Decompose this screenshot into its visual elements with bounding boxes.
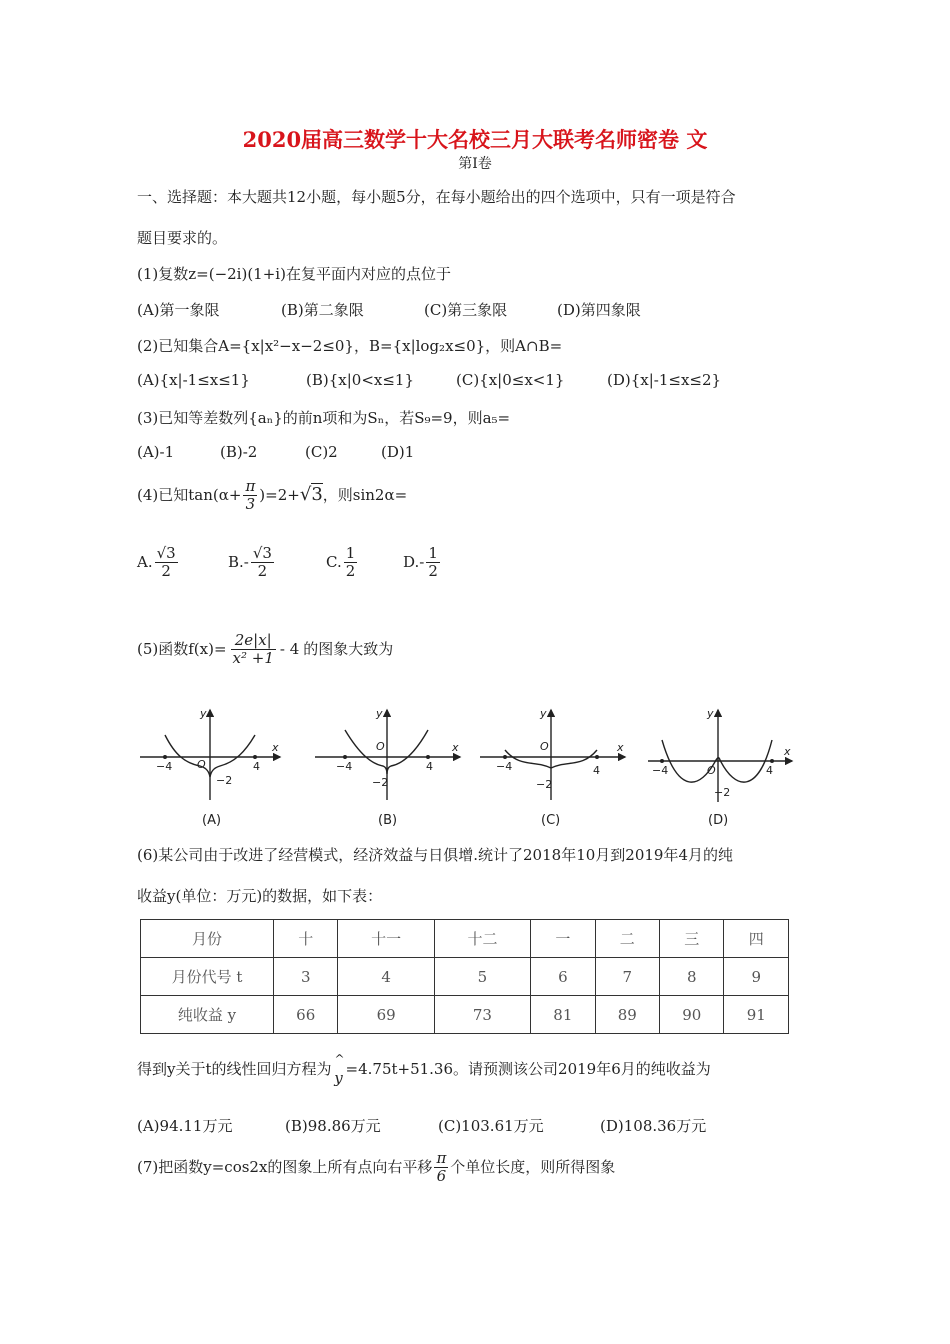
q6-stem-line-2: 收益y(单位：万元)的数据，如下表： (137, 887, 383, 905)
q6-option-a: (A)94.11万元 (137, 1117, 233, 1135)
table-cell: 69 (338, 996, 434, 1034)
q3-option-d: (D)1 (381, 443, 415, 461)
q4-option-a-num: √3 (156, 544, 176, 562)
q4-option-b (228, 545, 276, 581)
q1-option-b: (B)第二象限 (281, 301, 364, 319)
q4-angle-fraction (243, 478, 257, 514)
q5-function-fraction (231, 632, 276, 668)
q2-option-c: (C){x|0≤x<1} (456, 371, 565, 389)
q3-option-a: (A)-1 (137, 443, 175, 461)
q2-option-a: (A){x|-1≤x≤1} (137, 371, 250, 389)
graph-b-tick-neg4: −4 (336, 760, 353, 773)
q7-frac-num: π (436, 1149, 447, 1167)
graph-a-tick-neg4: −4 (156, 760, 173, 773)
graph-b-caption: (B) (378, 813, 398, 828)
q2-stem: (2)已知集合A={x|x²−x−2≤0}，B={x|log₂x≤0}，则A∩B= (137, 337, 563, 355)
graph-a-tick-dot-neg4 (163, 755, 167, 759)
q4-option-d-label: D. (403, 552, 420, 571)
q2-option-d: (D){x|-1≤x≤2} (607, 371, 722, 389)
table-cell: 十 (274, 920, 338, 958)
table-cell: 四 (724, 920, 789, 958)
q6-option-d: (D)108.36万元 (600, 1117, 707, 1135)
q7-stem-pre: (7)把函数y=cos2x的图象上所有点向右平移 (137, 1157, 433, 1176)
graph-d-tick-neg4: −4 (652, 764, 669, 777)
q4-option-a-den: 2 (161, 562, 171, 581)
q4-option-b-fraction (251, 545, 274, 581)
table-cell: 81 (531, 996, 595, 1034)
q4-option-c-label: C. (326, 552, 342, 571)
q4-option-b-num: √3 (252, 544, 272, 562)
graph-a-origin: O (197, 758, 206, 771)
table-cell: 90 (660, 996, 724, 1034)
q4-stem-pre: (4)已知tan(α+ (137, 485, 242, 504)
hat-mark: ^ (334, 1052, 345, 1066)
graph-b-tick-dot-4 (426, 755, 430, 759)
table-cell: 三 (660, 920, 724, 958)
table-cell: 8 (660, 958, 724, 996)
q6-hat-letter: y (334, 1069, 343, 1087)
table-cell: 十一 (338, 920, 434, 958)
q4-option-c-den: 2 (345, 562, 356, 581)
graph-a-tick-dot-4 (253, 755, 257, 759)
table-cell: 6 (531, 958, 595, 996)
table-cell: 十二 (434, 920, 530, 958)
table-cell: 9 (724, 958, 789, 996)
table-cell: 73 (434, 996, 530, 1034)
table-cell: 89 (595, 996, 659, 1034)
graph-b-x-label: x (452, 741, 459, 754)
table-row (141, 920, 789, 958)
q3-option-c: (C)2 (305, 443, 338, 461)
graph-b-origin: O (376, 740, 385, 753)
table-cell: 5 (434, 958, 530, 996)
instructions-line-2: 题目要求的。 (137, 229, 228, 247)
q5-frac-den: x² +1 (232, 649, 274, 668)
q6-after-post: =4.75t+51.36。请预测该公司2019年6月的纯收益为 (345, 1060, 711, 1078)
q7-frac-den: 6 (436, 1167, 447, 1186)
table-cell: 二 (595, 920, 659, 958)
q5-stem-post: 的图象大致为 (303, 639, 394, 658)
graph-a (140, 710, 280, 800)
q4-sqrt: √3 (299, 483, 323, 505)
q4-option-b-sign: - (243, 552, 249, 571)
q4-stem (137, 478, 407, 514)
graph-a-tick-4: 4 (253, 760, 260, 773)
q6-option-b: (B)98.86万元 (285, 1117, 381, 1135)
q4-option-c (326, 545, 359, 581)
graph-a-tick-neg2: −2 (216, 774, 233, 787)
graph-c-tick-4: 4 (593, 764, 600, 777)
q6-stem-line-1: (6)某公司由于改进了经营模式，经济效益与日俱增.统计了2018年10月到2019年4月的纯 (137, 846, 733, 864)
graph-b-tick-dot-neg4 (343, 755, 347, 759)
q7-shift-fraction (434, 1150, 448, 1186)
table-cell: 66 (274, 996, 338, 1034)
graph-d-y-label: y (707, 707, 714, 720)
q6-data-table (140, 919, 789, 1034)
q5-stem (137, 632, 393, 668)
table-cell: 3 (274, 958, 338, 996)
row-head-code: 月份代号 t (141, 958, 274, 996)
q4-option-b-label: B. (228, 552, 244, 571)
table-cell: 91 (724, 996, 789, 1034)
q4-sqrt-arg: 3 (311, 483, 323, 505)
graph-c-tick-dot-4 (595, 755, 599, 759)
q4-stem-post: ，则sin2α= (322, 485, 408, 504)
q4-option-b-den: 2 (257, 562, 268, 581)
q4-option-c-num: 1 (345, 544, 356, 562)
q1-option-d: (D)第四象限 (557, 301, 641, 319)
table-cell: 4 (338, 958, 434, 996)
graph-d-tick-4: 4 (766, 764, 773, 777)
q4-option-d-num: 1 (428, 544, 438, 562)
q4-option-d (403, 545, 442, 581)
q6-after-pre: 得到y关于t的线性回归方程为 (137, 1060, 332, 1078)
q4-frac-num: π (245, 477, 256, 495)
graph-b-tick-4: 4 (426, 760, 433, 773)
graph-c-x-label: x (617, 741, 624, 754)
q1-stem: (1)复数z=(−2i)(1+i)在复平面内对应的点位于 (137, 265, 451, 283)
table-cell: 7 (595, 958, 659, 996)
graph-c-origin: O (540, 740, 549, 753)
q3-option-b: (B)-2 (220, 443, 258, 461)
graph-d-x-label: x (784, 745, 791, 758)
q4-option-a-fraction (155, 545, 178, 581)
q6-option-c: (C)103.61万元 (438, 1117, 544, 1135)
q4-option-a-label: A. (137, 552, 153, 571)
q4-stem-mid: )=2+ (259, 485, 300, 504)
q4-option-d-sign: - (419, 552, 425, 571)
graph-d-caption: (D) (708, 813, 729, 828)
q5-graphs (130, 700, 810, 835)
table-row (141, 996, 789, 1034)
table-cell: 一 (531, 920, 595, 958)
graph-d-origin: O (707, 764, 716, 777)
graph-c-tick-neg4: −4 (496, 760, 513, 773)
graph-c-y-label: y (540, 707, 547, 720)
graph-c-caption: (C) (541, 813, 561, 828)
q6-y-hat (332, 1052, 346, 1087)
graph-c-tick-dot-neg4 (503, 755, 507, 759)
q3-stem: (3)已知等差数列{aₙ}的前n项和为Sₙ，若S₉=9，则a₅= (137, 409, 511, 427)
q4-option-c-fraction (344, 545, 358, 581)
instructions-line-1: 一、选择题：本大题共12小题，每小题5分，在每小题给出的四个选项中，只有一项是符合 (137, 188, 736, 206)
row-head-month: 月份 (141, 920, 274, 958)
q5-stem-pre: (5)函数f(x)= (137, 639, 227, 658)
q4-option-d-fraction (426, 545, 440, 581)
graph-a-x-label: x (272, 741, 279, 754)
q4-frac-den: 3 (245, 495, 256, 514)
document-title: 2020届高三数学十大名校三月大联考名师密卷 文 (242, 127, 708, 152)
q5-minus: - 4 (279, 639, 300, 658)
q4-option-a (137, 545, 180, 581)
graph-a-caption: (A) (202, 813, 222, 828)
q7-stem (137, 1150, 615, 1186)
section-heading: 第Ⅰ卷 (458, 156, 492, 172)
q6-regression-line (137, 1052, 711, 1087)
q2-option-b: (B){x|0<x≤1} (306, 371, 415, 389)
row-head-income: 纯收益 y (141, 996, 274, 1034)
graph-a-y-label: y (200, 707, 207, 720)
table-row (141, 958, 789, 996)
graph-b-tick-neg2: −2 (372, 776, 389, 789)
graph-d-tick-dot-neg4 (660, 759, 664, 763)
q1-option-a: (A)第一象限 (137, 301, 220, 319)
graph-c (480, 710, 625, 800)
q5-frac-num: 2e|x| (231, 632, 276, 650)
graph-d-tick-dot-4 (770, 759, 774, 763)
q7-stem-post: 个单位长度，则所得图象 (450, 1157, 616, 1176)
q1-option-c: (C)第三象限 (424, 301, 508, 319)
graph-b-y-label: y (376, 707, 383, 720)
graph-d-tick-neg2: −2 (714, 786, 731, 799)
q4-option-d-den: 2 (428, 562, 438, 581)
graph-c-tick-neg2: −2 (536, 778, 553, 791)
